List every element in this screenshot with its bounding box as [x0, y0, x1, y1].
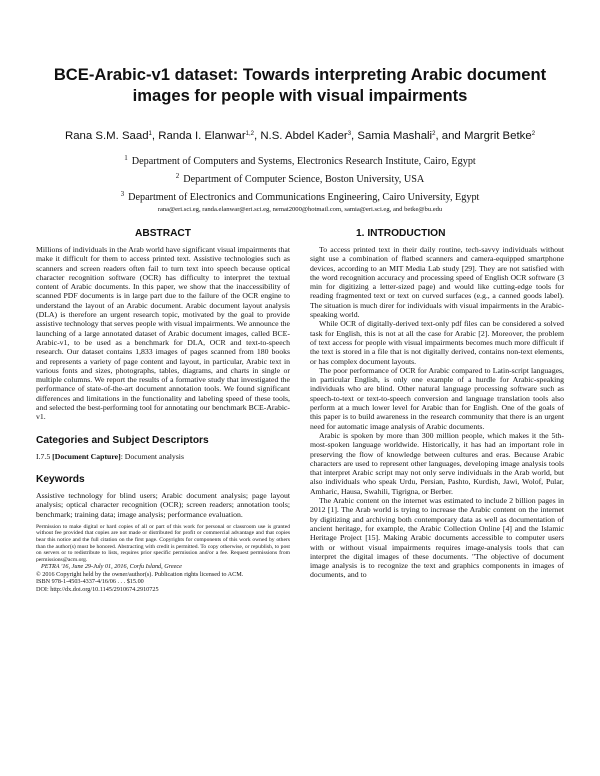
- keywords-text: Assistive technology for blind users; Arabic document analysis; page layout analysis; optical character recognition (OCR); screen readers; annotation tools; benchmark; training data; image analysis; performance evaluation.: [36, 490, 290, 519]
- author: Margrit Betke$^2$: [463, 130, 536, 142]
- abstract-text: Millions of individuals in the Arab world have significant visual impairments that make it difficult for them to access printed text. Assistive technologies such as scanners and screen readers often fail to turn text into speech because optical character recognition software (OCR) has difficulty to interpret the textual content of Arabic documents. In this paper, we show that the inaccessibility of scanned PDF documents is in large part due to the failure of the OCR engine to understand the layout of an Arabic document. Arabic document layout analysis (DLA) is therefore an urgent research topic, motivated by the goal to provide assistive technology that serves people with visual impairments. We announce the launching of a large annotated dataset of Arabic document images, called BCE-Arabic-v1, to be used as a benchmark for DLA, OCR and text-to-speech research. Our dataset contains 1,833 images of pages scanned from 180 books and represents a variety of page content and layout, in particular, Arabic text in various fonts and sizes, photographs, tables, diagrams, and charts in single or multiple columns. We report the results of a formative study that investigated the performance of state-of-the-art document annotation tools. We found significant differences and limitations in the functionality and labeling speed of these tools, and selected the best-performing tool for annotating our benchmark BCE-Arabic-v1.: [36, 245, 290, 422]
- affiliation-list: [40, 151, 560, 205]
- intro-paragraph: While OCR of digitally-derived text-only pdf files can be considered a solved task for English, this is not at all the case for Arabic [2]. Moreover, the problem of text access for people with visual impairments becomes much more difficult if the text is stored in a file that is not digitally derived, contains non-text elements, or has complex document layouts.: [310, 319, 564, 366]
- copyright-line: © 2016 Copyright held by the owner/author(s). Publication rights licensed to ACM.: [36, 570, 244, 578]
- isbn-line: ISBN 978-1-4503-4337-4/16/06 . . . $15.00: [36, 578, 144, 586]
- categories-text: I.7.5 [Document Capture]: Document analysis: [36, 451, 184, 461]
- author: Samia Mashali$^2$, and: [357, 130, 461, 142]
- abstract-heading: ABSTRACT: [134, 228, 192, 239]
- doi-line: DOI: http://dx.doi.org/10.1145/2910674.2910725: [36, 585, 159, 593]
- introduction-heading: 1. INTRODUCTION: [356, 228, 446, 239]
- author: Randa I. Elanwar$^{1,2}$,: [158, 130, 258, 142]
- permission-notice: Permission to make digital or hard copies of all or part of this work for personal or classroom use is granted without fee provided that copies are not made or distributed for profit or commercial advantage and that copies bear this notice and the full citation on the first page. Copyrights for components of this work owned by others than the author(s) must be honored. Abstracting with credit is permitted. To copy otherwise, or republish, to post on servers or to redistribute to lists, requires prior specific permission and/or a fee. Request permissions from permissions@acm.org.: [36, 523, 290, 563]
- intro-paragraph: The Arabic content on the internet was estimated to include 2 billion pages in 2012 [1]. The Arab world is trying to increase the Arabic content on the internet by digitizing and archiving both contemporary data as well as documentation of ancient heritage, for example, the Arabic Collection Online [4] and the Islamic Heritage Project [15]. Making Arabic documents accessible to computer users with or without visual impairments requires image-analysis tools that can interpret the digital images of these documents. "The objective of document image analysis is to recognize the text and graphics components in images of documents, and to: [310, 496, 564, 580]
- author: Rana S.M. Saad$^1$,: [64, 130, 156, 142]
- right-column: [310, 224, 564, 580]
- author: N.S. Abdel Kader$^3$,: [260, 130, 355, 142]
- intro-paragraph: The poor performance of OCR for Arabic compared to Latin-script languages, in particular English, is only one example of a hurdle for Arabic-speaking individuals who are blind. Other natural language processing software such as speech-to-text or text-to-speech conversion and language translation tools also perform at a much lower level for Arabic than for English. One of the goals of this paper is to build awareness in the research community that there is an urgent need for automatic image analysis of Arabic documents.: [310, 365, 564, 431]
- keywords-heading: Keywords: [36, 473, 85, 485]
- left-column: [36, 224, 290, 593]
- affiliation: $^3$ Department of Electronics and Communications Engineering, Cairo University, Egypt: [120, 190, 480, 203]
- author-list: [30, 130, 570, 142]
- conference-venue: PETRA '16, June 29-July 01, 2016, Corfu Island, Greece: [41, 563, 182, 571]
- intro-paragraph: To access printed text in their daily routine, tech-savvy individuals without sight use a combination of flatbed scanners and camera-equipped smartphone devices, according to an MIT Media Lab study [29]. They are not satisfied with the word recognition accuracy and processing speed of English OCR software (3 min for digitizing a letter-sized page) and would like cutting-edge tools for reading fragmented text or text on curved surfaces (e.g., a canned goods label). The situation is much direr for individuals with visual impairments in the Arabic-speaking world.: [310, 245, 564, 320]
- paper-title: BCE-Arabic-v1 dataset: Towards interpreting Arabic document images for people with visual impairments: [53, 65, 547, 105]
- affiliation: $^2$ Department of Computer Science, Boston University, USA: [175, 172, 425, 185]
- author-emails: rana@eri.sci.eg, randa.elanwar@eri.sci.eg, nemat2000@hotmail.com, samia@eri.sci.eg, and betke@bu.edu: [157, 206, 443, 213]
- intro-paragraph: Arabic is spoken by more than 300 million people, which makes it the 5th-most-spoken language worldwide. Historically, it has had an important role in preserving the flow of knowledge between cultures and eras. Because Arabic characters are used to represent other languages, developing image analysis tools that interpret Arabic script may not only serve individuals in the Arab world, but also individuals who speak Urdu, Persian, Pashto, Kurdish, Jawi, Wolof, Pular, Amharic, Hausa, Swahili, Tigrigna, or Berber.: [310, 430, 564, 496]
- affiliation: $^1$ Department of Computers and Systems, Electronics Research Institute, Cairo, Egypt: [124, 154, 476, 167]
- categories-heading: Categories and Subject Descriptors: [36, 434, 209, 446]
